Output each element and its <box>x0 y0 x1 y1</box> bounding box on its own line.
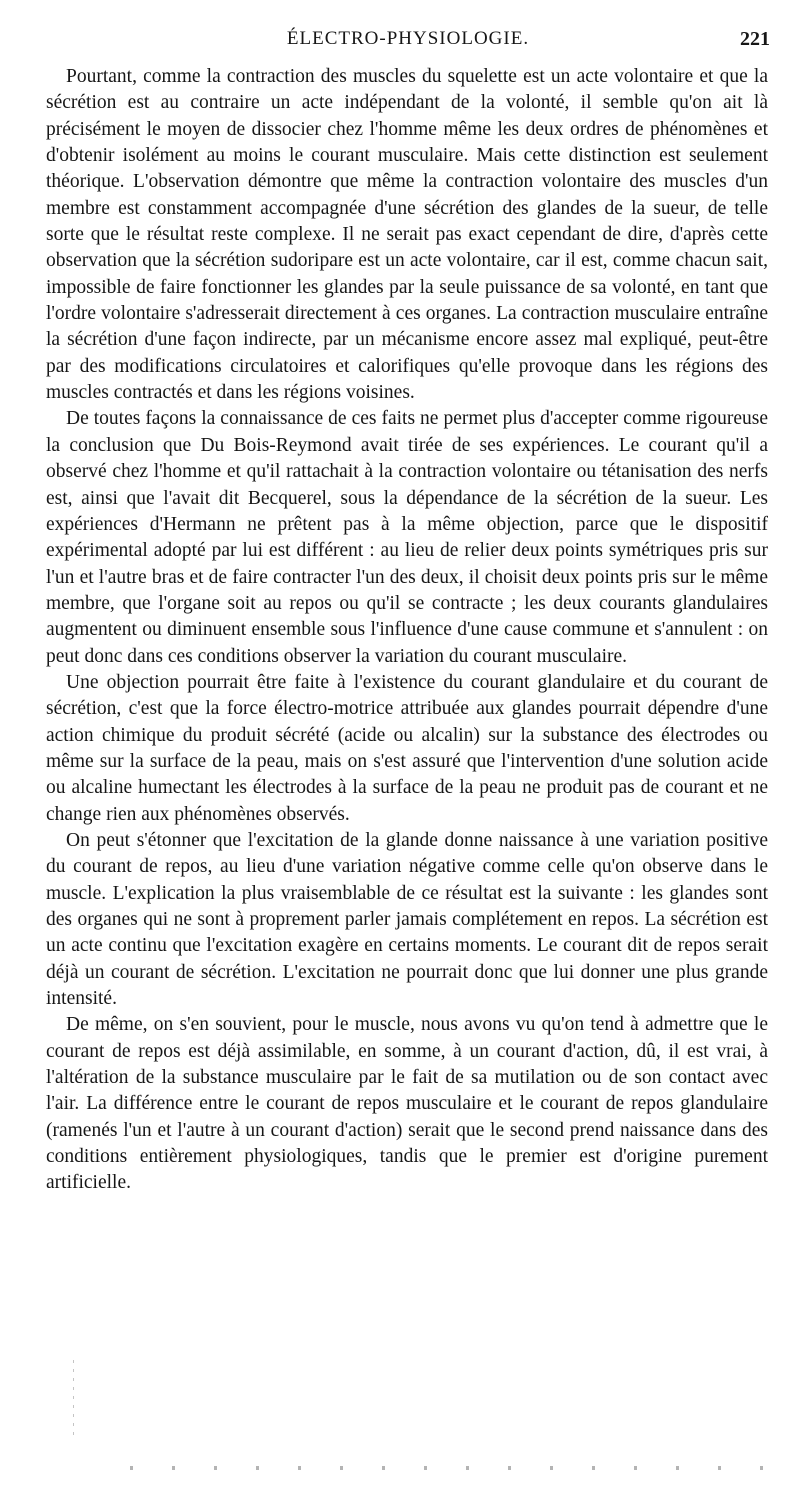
body-text <box>46 64 768 1197</box>
running-title: ÉLECTRO-PHYSIOLOGIE. <box>286 28 530 49</box>
paragraph-3: Une objection pourrait être faite à l'existence du courant glandulaire et du courant de sécrétion, c'est que la force électro-motrice attribuée aux glandes pourrait dépendre d'une action chimique du produit sécrété (acide ou alcalin) sur la substance des électrodes ou même sur la surface de la peau, mais on s'est assuré que l'intervention d'une solution acide ou alcaline humectant les électrodes à la surface de la peau ne produit pas de courant et ne change rien aux phénomènes observés. <box>46 671 768 825</box>
paragraph-2: De toutes façons la connaissance de ces faits ne permet plus d'accepter comme rigoureuse la conclusion que Du Bois-Reymond avait tirée de ses expériences. Le courant qu'il a observé chez l'homme et qu'il rattachait à la contraction volontaire ou tétanisation des nerfs est, ainsi que l'avait dit Becquerel, sous la dépendance de la sécrétion de la sueur. Les expériences d'Hermann ne prêtent pas à la même objection, parce que le dispositif expérimental adopté par lui est différent : au lieu de relier deux points symétriques pris sur l'un et l'autre bras et de faire contracter l'un des deux, il choisit deux points pris sur le même membre, que l'organe soit au repos ou qu'il se contracte ; les deux courants glandulaires augmentent ou diminuent ensemble sous l'influence d'une cause commune et s'annulent : on peut donc dans ces conditions observer la variation du courant musculaire. <box>46 408 768 667</box>
paragraph-1: Pourtant, comme la contraction des muscles du squelette est un acte volontaire et que la sécrétion est au contraire un acte indépendant de la volonté, il semble qu'on ait là précisément le moyen de dissocier chez l'homme même les deux ordres de phénomènes et d'obtenir isolément au moins le courant musculaire. Mais cette distinction est seulement théorique. L'observation démontre que même la contraction volontaire des muscles d'un membre est constamment accompagnée d'une sécrétion des glandes de la sueur, de telle sorte que le résultat reste complexe. Il ne serait pas exact cependant de dire, d'après cette observation que la sécrétion sudoripare est un acte volontaire, car il est, comme chacun sait, impossible de faire fonctionner les glandes par la seule puissance de sa volonté, en tant que l'ordre volontaire s'adresserait directement à ces organes. La contraction musculaire entraîne la sécrétion d'une façon indirecte, par un mécanisme encore assez mal expliqué, peut-être par des modifications circulatoires et calorifiques qu'elle provoque dans les régions des muscles contractés et dans les régions voisines. <box>46 66 768 404</box>
page-header <box>46 28 770 58</box>
page-number: 221 <box>740 28 770 50</box>
scan-margin-artifact <box>73 1360 74 1440</box>
scan-footer-artifact <box>130 1466 770 1470</box>
paragraph-4: On peut s'étonner que l'excitation de la glande donne naissance à une variation positive du courant de repos, au lieu d'une variation négative comme celle qu'on observe dans le muscle. L'explication la plus vraisemblable de ce résultat est la suivante : les glandes sont des organes qui ne sont à proprement parler jamais complétement en repos. La sécrétion est un acte continu que l'excitation exagère en certains moments. Le courant dit de repos serait déjà un courant de sécrétion. L'excitation ne pourrait donc que lui donner une plus grande intensité. <box>46 829 768 1010</box>
paragraph-5: De même, on s'en souvient, pour le muscle, nous avons vu qu'on tend à admettre que le courant de repos est déjà assimilable, en somme, à un courant d'action, dû, il est vrai, à l'altération de la substance musculaire par le fait de sa mutilation ou de son contact avec l'air. La différence entre le courant de repos musculaire et le courant de repos glandulaire (ramenés l'un et l'autre à un courant d'action) serait que le second prend naissance dans des conditions entièrement physiologiques, tandis que le premier est d'origine purement artificielle. <box>46 1014 768 1194</box>
